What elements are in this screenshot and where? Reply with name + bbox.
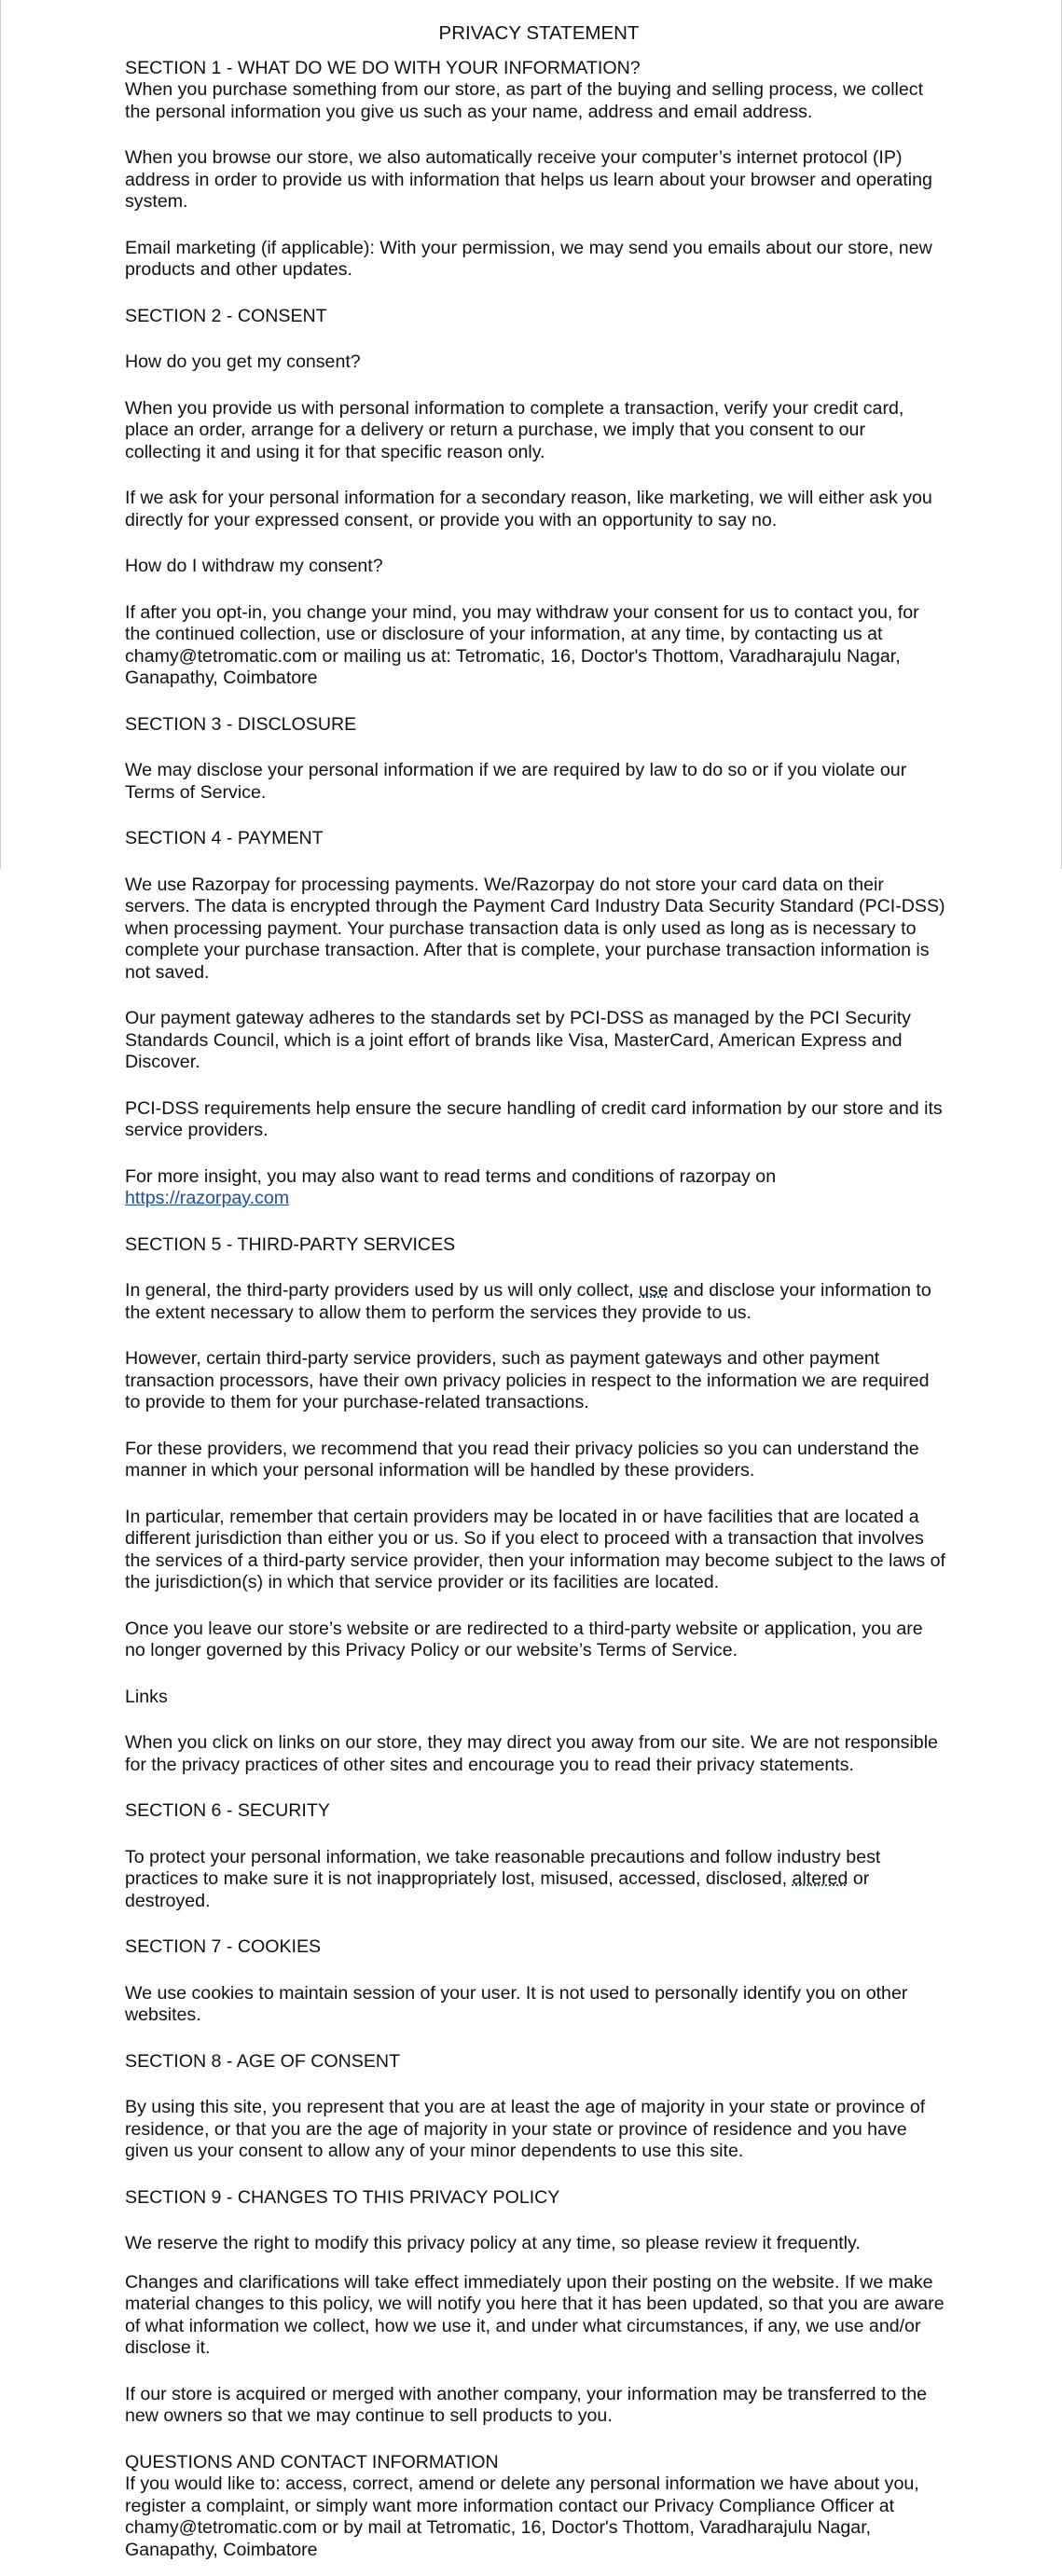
- section-5-paragraph-3: For these providers, we recommend that you read their privacy policies so you can understand the manner in which your personal information will be handled by these providers.: [125, 1438, 919, 1481]
- section-5-paragraph-5: Once you leave our store’s website or are redirected to a third-party website or application, you are no longer governed by this Privacy Policy or our website’s Terms of Service.: [125, 1618, 923, 1660]
- section-2-paragraph-2: If we ask for your personal information for a secondary reason, like marketing, we will either ask you directly for your expressed consent, or provide you with an opportunity to say no.: [125, 488, 932, 530]
- section-2-paragraph-3: If after you opt-in, you change your mind, you may withdraw your consent for us to contact you, for the continued collection, use or disclosure of your information, at any time, by contacting us at chamy@tetromatic.com or mailing us at: Tetromatic, 16, Doctor's Thottom, Varadharajulu Nagar, Ganapathy, Coimbatore: [125, 601, 919, 688]
- page-title: PRIVACY STATEMENT: [438, 22, 640, 44]
- section-5-paragraph-1: [125, 1280, 945, 1324]
- section-6-paragraph-1: [125, 1847, 945, 1913]
- section-8-paragraph-1: By using this site, you represent that you are at least the age of majority in your state or province of residence, or that you are the age of majority in your state or province of residence and you have given us your consent to allow any of your minor dependents to use this site.: [125, 2097, 926, 2161]
- section-4-paragraph-3: PCI-DSS requirements help ensure the secure handling of credit card information by our store and its service providers.: [125, 1097, 943, 1140]
- section-5-paragraph-1-end: and disclose your information to the extent necessary to allow them to perform the services they provide to us.: [125, 1280, 931, 1323]
- section-6-paragraph-1-start: To protect your personal information, we take reasonable precautions and follow industry best practices to make sure it is not inappropriately lost, misused, accessed, disclosed,: [125, 1846, 881, 1889]
- section-1-heading: SECTION 1 - WHAT DO WE DO WITH YOUR INFORMATION?: [125, 57, 641, 78]
- razorpay-link[interactable]: https://razorpay.com: [125, 1188, 290, 1208]
- section-9-paragraph-1: We reserve the right to modify this privacy policy at any time, so please review it frequently.: [125, 2233, 861, 2253]
- section-2-question-2: How do I withdraw my consent?: [125, 556, 383, 576]
- section-5-paragraph-4: In particular, remember that certain providers may be located in or have facilities that are located a different jurisdiction than either you or us. So if you elect to proceed with a transaction that involves the services of a third-party service provider, then your information may become subject to the laws of the jurisdiction(s) in which that service provider or its facilities are located.: [125, 1506, 945, 1592]
- page-left-border: [0, 0, 1, 869]
- section-9-paragraph-2: Changes and clarifications will take effect immediately upon their posting on the website. If we make material changes to this policy, we will notify you here that it has been updated, so that you are aware of what information we collect, how we use it, and under what circumstances, if any, we use and/or disclose it.: [125, 2271, 945, 2358]
- section-7-heading: SECTION 7 - COOKIES: [125, 1936, 322, 1957]
- section-2-heading: SECTION 2 - CONSENT: [125, 305, 327, 326]
- section-2-question-1: How do you get my consent?: [125, 351, 361, 372]
- section-5-paragraph-2: However, certain third-party service providers, such as payment gateways and other payment transaction processors, have their own privacy policies in respect to the information we are required to provide to them for your purchase-related transactions.: [125, 1348, 930, 1412]
- section-3-heading: SECTION 3 - DISCLOSURE: [125, 713, 357, 735]
- contact-heading: QUESTIONS AND CONTACT INFORMATION: [125, 2451, 499, 2473]
- spellcheck-word-use: use: [639, 1280, 669, 1301]
- spellcheck-word-altered: altered: [792, 1868, 848, 1889]
- section-3-paragraph-1: We may disclose your personal information if we are required by law to do so or if you violate our Terms of Service.: [125, 760, 907, 803]
- section-9-paragraph-3: If our store is acquired or merged with another company, your information may be transferred to the new owners so that we may continue to sell products to you.: [125, 2383, 928, 2426]
- section-9-heading: SECTION 9 - CHANGES TO THIS PRIVACY POLICY: [125, 2186, 560, 2208]
- privacy-document: [125, 22, 945, 2561]
- section-6-heading: SECTION 6 - SECURITY: [125, 1800, 330, 1821]
- section-1-paragraph-3: Email marketing (if applicable): With your permission, we may send you emails about our store, new products and other updates.: [125, 237, 932, 280]
- section-4-paragraph-4-text: For more insight, you may also want to read terms and conditions of razorpay on: [125, 1165, 777, 1187]
- section-4-paragraph-2: Our payment gateway adheres to the standards set by PCI-DSS as managed by the PCI Security Standards Council, which is a joint effort of brands like Visa, MasterCard, American Express and Discover.: [125, 1008, 911, 1072]
- section-5-heading: SECTION 5 - THIRD-PARTY SERVICES: [125, 1233, 456, 1255]
- section-4-paragraph-4: [125, 1166, 945, 1210]
- section-7-paragraph-1: We use cookies to maintain session of your user. It is not used to personally identify you on other websites.: [125, 1982, 908, 2025]
- section-1-paragraph-2: When you browse our store, we also automatically receive your computer’s internet protocol (IP) address in order to provide us with information that helps us learn about your browser and operating system.: [125, 147, 932, 212]
- section-6-paragraph-1-end: or destroyed.: [125, 1868, 870, 1911]
- section-1-paragraph-1: When you purchase something from our store, as part of the buying and selling process, we collect the personal information you give us such as your name, address and email address.: [125, 79, 924, 122]
- section-4-heading: SECTION 4 - PAYMENT: [125, 828, 324, 848]
- section-2-paragraph-1: When you provide us with personal information to complete a transaction, verify your credit card, place an order, arrange for a delivery or return a purchase, we imply that you consent to our collecting it and using it for that specific reason only.: [125, 397, 904, 462]
- section-5-paragraph-1-start: In general, the third-party providers used by us will only collect,: [125, 1280, 634, 1301]
- section-8-heading: SECTION 8 - AGE OF CONSENT: [125, 2050, 401, 2072]
- section-4-paragraph-1: We use Razorpay for processing payments. We/Razorpay do not store your card data on their servers. The data is encrypted through the Payment Card Industry Data Security Standard (PCI-DSS) when processing payment. Your purchase transaction data is only used as long as is necessary to complete your purchase transaction. After that is complete, your purchase transaction information is not saved.: [125, 874, 945, 983]
- links-heading: Links: [125, 1686, 168, 1707]
- contact-paragraph: If you would like to: access, correct, amend or delete any personal information we have about you, register a complaint, or simply want more information contact our Privacy Compliance Officer at chamy@tetromatic.com or by mail at Tetromatic, 16, Doctor's Thottom, Varadharajulu Nagar, Ganapathy, Coimbatore: [125, 2473, 919, 2560]
- section-5-paragraph-6: When you click on links on our store, they may direct you away from our site. We are not responsible for the privacy practices of other sites and encourage you to read their privacy statements.: [125, 1732, 938, 1775]
